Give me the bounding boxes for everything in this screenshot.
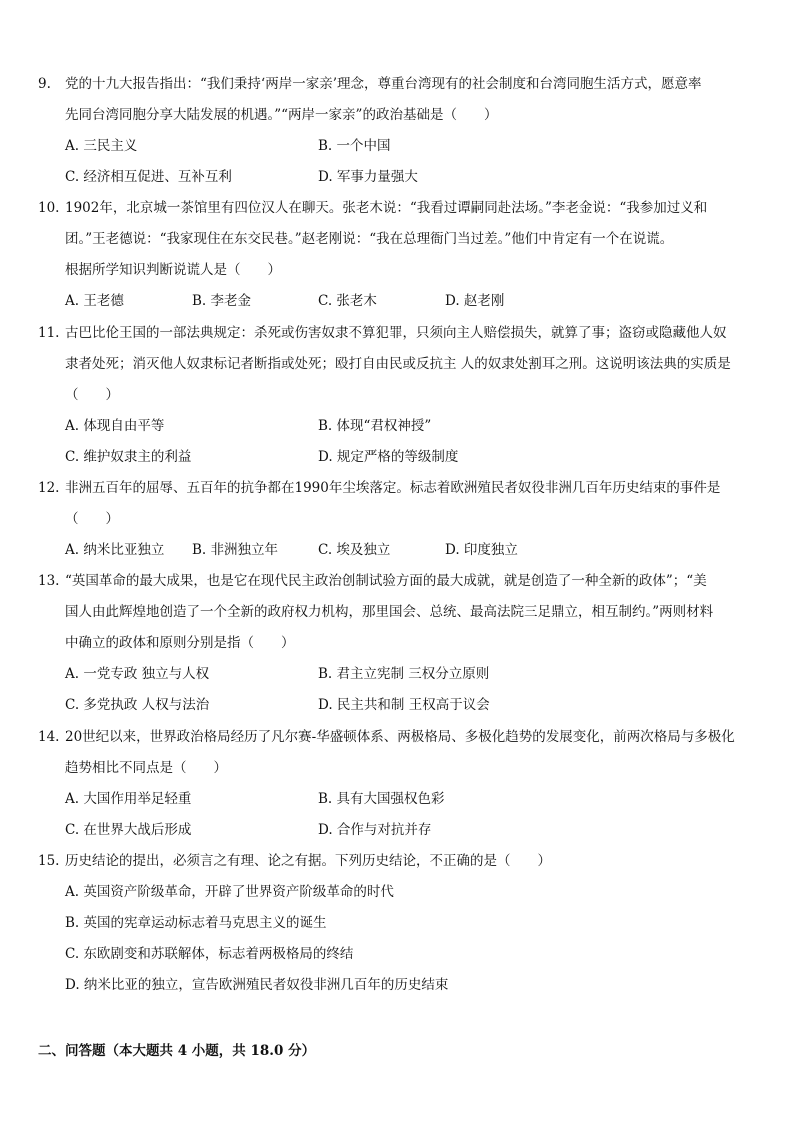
option-d: D. 合作与对抗并存 [318,822,432,838]
question-stem-line: “英国革命的最大成果，也是它在现代民主政治创制试验方面的最大成就，就是创造了一种全新的政体”；“美 [65,573,707,589]
option-c: C. 张老木 [318,293,377,309]
option-b: B. 非洲独立年 [192,542,279,558]
question-stem-line: 国人由此辉煌地创造了一个全新的政府权力机构，那里国会、总统、最高法院三足鼎立，相互制约。”两则材料 [65,604,714,620]
option-c: C. 在世界大战后形成 [65,822,192,838]
option-d: D. 军事力量强大 [318,169,418,185]
option-b: B. 体现“君权神授” [318,418,432,434]
question-stem-line: 非洲五百年的屈辱、五百年的抗争都在1990年尘埃落定。标志着欧洲殖民者奴役非洲几百年历史结束的事件是 [65,480,721,496]
option-d: D. 规定严格的等级制度 [318,449,459,465]
option-c: C. 多党执政 人权与法治 [65,697,210,713]
question-stem-line: 先同台湾同胞分享大陆发展的机遇。”“两岸一家亲”的政治基础是（ ） [65,107,498,123]
question-number: 9. [38,76,51,92]
option-c: C. 维护奴隶主的利益 [65,449,192,465]
option-c: C. 东欧剧变和苏联解体，标志着两极格局的终结 [65,946,354,962]
option-d: D. 民主共和制 王权高于议会 [318,697,490,713]
option-a: A. 英国资产阶级革命，开辟了世界资产阶级革命的时代 [65,884,394,900]
question-stem-line: 党的十九大报告指出：“我们秉持‘两岸一家亲’理念，尊重台湾现有的社会制度和台湾同胞生活方式，愿意率 [65,76,702,92]
option-b: B. 一个中国 [318,138,391,154]
option-b: B. 具有大国强权色彩 [318,791,445,807]
question-stem-line: 趋势相比不同点是（ ） [65,760,227,776]
question-number: 14. [38,729,60,745]
option-c: C. 埃及独立 [318,542,391,558]
option-d: D. 印度独立 [445,542,518,558]
option-b: B. 李老金 [192,293,252,309]
option-b: B. 英国的宪章运动标志着马克思主义的诞生 [65,915,327,931]
question-stem-line: 中确立的政体和原则分别是指（ ） [65,635,295,651]
option-a: A. 一党专政 独立与人权 [65,666,210,682]
question-number: 10. [38,200,60,216]
question-number: 11. [38,325,60,341]
question-stem-line: 20世纪以来，世界政治格局经历了凡尔赛-华盛顿体系、两极格局、多极化趋势的发展变化，前两次格局与多极化 [65,729,735,745]
question-stem-line: 根据所学知识判断说谎人是（ ） [65,262,281,278]
option-a: A. 王老德 [65,293,124,309]
option-a: A. 三民主义 [65,138,138,154]
question-number: 12. [38,480,60,496]
option-c: C. 经济相互促进、互补互利 [65,169,232,185]
section-heading: 二、问答题（本大题共 4 小题，共 18.0 分） [38,1043,316,1059]
option-a: A. 纳米比亚独立 [65,542,165,558]
option-a: A. 体现自由平等 [65,418,165,434]
option-a: A. 大国作用举足轻重 [65,791,192,807]
question-stem-line: 古巴比伦王国的一部法典规定：杀死或伤害奴隶不算犯罪，只须向主人赔偿损失，就算了事；盗窃或隐藏他人奴 [65,325,727,341]
option-d: D. 纳米比亚的独立，宣告欧洲殖民者奴役非洲几百年的历史结束 [65,977,449,993]
question-stem-line: （ ） [65,511,119,527]
question-stem-line: 1902年，北京城一茶馆里有四位汉人在聊天。张老木说：“我看过谭嗣同赴法场。”李老金说：“我参加过义和 [65,200,708,216]
option-b: B. 君主立宪制 三权分立原则 [318,666,490,682]
question-number: 15. [38,853,60,869]
question-number: 13. [38,573,60,589]
question-stem-line: 团。”王老德说：“我家现住在东交民巷。”赵老刚说：“我在总理衙门当过差。”他们中肯定有一个在说谎。 [65,231,674,247]
question-stem-line: 隶者处死；消灭他人奴隶标记者断指或处死；殴打自由民或反抗主 人的奴隶处割耳之刑。这说明该法典的实质是 [65,356,731,372]
question-stem-line: 历史结论的提出，必须言之有理、论之有据。下列历史结论，不正确的是（ ） [65,853,551,869]
question-stem-line: （ ） [65,387,119,403]
option-d: D. 赵老刚 [445,293,505,309]
